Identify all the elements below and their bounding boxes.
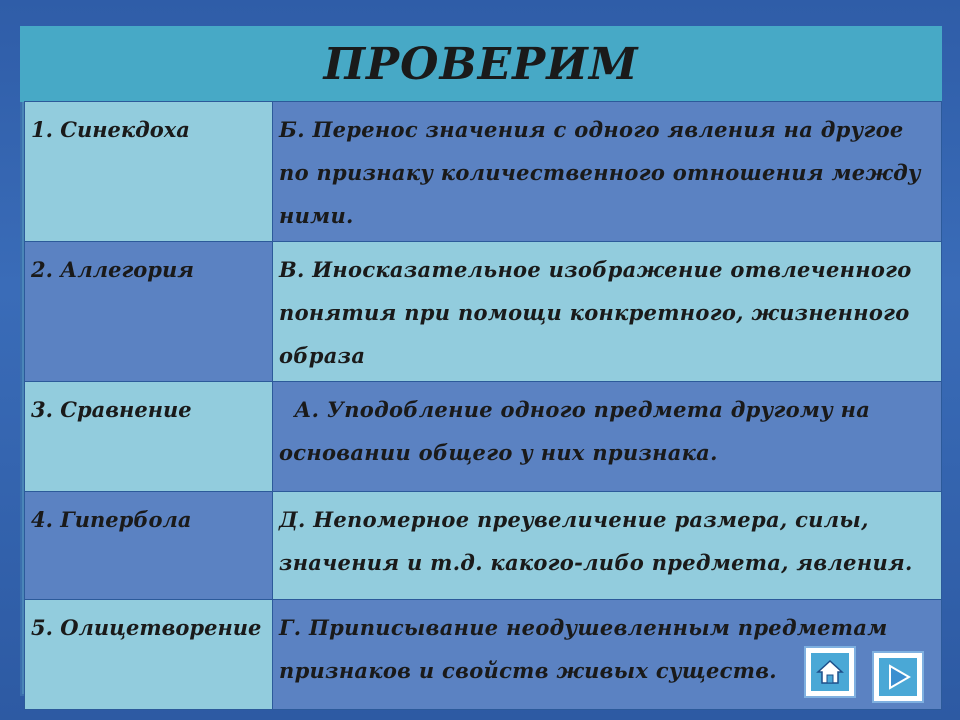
term-cell: 4. Гипербола xyxy=(25,492,273,600)
title-bar xyxy=(20,26,942,102)
term-cell: 3. Сравнение xyxy=(25,382,273,492)
home-icon xyxy=(811,653,849,691)
next-button[interactable] xyxy=(874,653,922,701)
table-row xyxy=(25,600,942,710)
definition-cell: Б. Перенос значения с одного явления на другое по признаку количественного отношения между ними. xyxy=(273,102,942,242)
term-cell: 5. Олицетворение xyxy=(25,600,273,710)
terms-table xyxy=(24,101,942,710)
home-button[interactable] xyxy=(806,648,854,696)
table-row xyxy=(25,102,942,242)
table-row xyxy=(25,242,942,382)
definition-cell: А. Уподобление одного предмета другому на основании общего у них признака. xyxy=(273,382,942,492)
definition-cell: В. Иносказательное изображение отвлеченного понятия при помощи конкретного, жизненного образа xyxy=(273,242,942,382)
play-next-icon xyxy=(879,658,917,696)
page-title: ПРОВЕРИМ xyxy=(323,38,639,90)
definition-cell: Г. Приписывание неодушевленным предметам признаков и свойств живых существ. xyxy=(273,600,942,710)
table-row xyxy=(25,492,942,600)
term-cell: 2. Аллегория xyxy=(25,242,273,382)
table-row xyxy=(25,382,942,492)
definition-cell: Д. Непомерное преувеличение размера, силы, значения и т.д. какого-либо предмета, явления. xyxy=(273,492,942,600)
term-cell: 1. Синекдоха xyxy=(25,102,273,242)
